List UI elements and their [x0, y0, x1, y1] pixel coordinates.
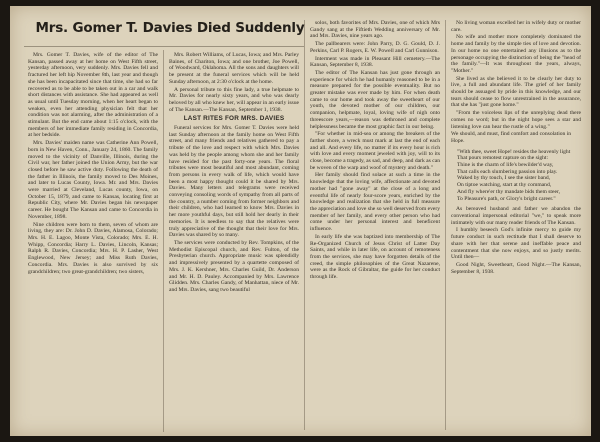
tribute-paragraph: In early life she was baptized into membership of The Re-Organized Church of Jesus Christ of Latter Day Saints, and while in later life, on account of remoteness from the services, she may have forgotten details of the creed, the simple philosophies of the Great Nazarene, were as the Rock of Gibraltar, the guide for her conduct through life. — [310, 233, 440, 281]
verse-line: On tiptoe watching, start at thy command, — [457, 182, 552, 189]
funeral-paragraph: Funeral services for Mrs. Gomer T. Davies were held last Sunday afternoon at the family home on West Fifth street, and many friends and relatives gathered to pay a tribute of the love and respect with which Mrs. Davies was held by the people among whom she and her family have resided for the past forty-one years. The floral tributes were most beautiful and most abundant, coming from persons in every walk of life, which would have been a most happy thought could it be shared by Mrs. Davies. Many letters and telegrams were received conveying consoling words of sympathy from all parts of the country, a number coming from former neighbors and their children, who had learned to know Mrs. Davies in her more youthful days, but still hold her dearly in their memories. It is needless to say that the relatives were truly appreciative of the thought that their love for Mrs. Davies was shared by so many. — [169, 125, 299, 239]
verse-line: To Pleasure's path, or Glory's bright career." — [457, 195, 556, 202]
funeral-paragraph: solos, both favorites of Mrs. Davies, one of which Mrs Gandy sang at the Fiftieth Wedding anniversary of Mr. and Mrs. Davies, nine years ago. — [310, 20, 440, 40]
tribute-paragraph: "For whether in mid-sea or among the breakers of the farther shore, a wreck must mark at last the end of each and all. And every life, no matter if its every hour is rich with love and every moment jeweled with joy, will to its close, become a tragedy, as sad, and deep, and dark as can be woven of the warp and woof of mystery and death." — [310, 131, 440, 171]
verse-line: Waked by thy touch, I see the sister band, — [457, 175, 551, 182]
obituary-paragraph: A personal tribute to this fine lady, a true helpmate to Mr. Davies for nearly sixty years, and who was dearly beloved by all who knew her, will appear in an early issue of The Kansan.—The Kansan, September 1, 1938. — [169, 86, 299, 113]
tribute-paragraph: No wife and mother more completely dominated the home and family by the simple ties of love and devotion. In our home no one entertained any illusions as to the personage occupying the distinction of being the "head of the family."—It was throughout the years, always, "Mother." — [451, 34, 581, 74]
signoff: Good Night, Sweetheart, Good Night.—The Kansan, September 8, 1938. — [451, 261, 581, 275]
subheading-last-rites: LAST RITES FOR MRS. DAVIES — [183, 115, 285, 123]
verse-line: That pours remotest rapture on the sight: — [457, 155, 549, 162]
headline-divider — [24, 46, 304, 47]
column-divider — [163, 50, 164, 432]
tribute-paragraph: Her family should find solace at such a time in the knowledge that the loving wife, affectionate and devoted mother had "gone away" at the close of a long and eventful life of nearly four-score years, enriched by the knowledge and realization that she held in full measure the appreciation and love she so well deserved from every member of her family, and every other person who had come under her personal interest and beneficent influence. — [310, 172, 440, 233]
column-divider — [445, 20, 446, 430]
obituary-paragraph: Mrs. Davies' maiden name was Catherine Ann Powell, born in New Haven, Conn., January 24, 1860. The family moved to the vicinity of Danville, Illinois, during the Civil war, her father joined the Union Army, but the war closed before he saw active duty. Following the death of the father in Illinois, the family moved to Des Moines, and later to Lucas County, Iowa. Mr. and Mrs. Davies were married at Cleveland, Lucas county, Iowa, on October 15, 1879, and came to Kansas, locating first at Republic City, where Mr. Davies began his newspaper career. He bought The Kansan and came to Concordia in November, 1898. — [28, 140, 158, 220]
obituary-paragraph: Nine children were born to them, seven of whom are living, they are: Dr. John D. Davies, Alamosa, Colorado; Mrs. H. E. Lagoo, Monte Vista, Colorado; Mrs. E. H. Whipp, Concordia; Harry L. Davies, Lincoln, Kansas; Ralph R. Davies, Concordia; Mrs. H. P. Lasher, West Englewood, New Jersey; and Miss Ruth Davies, Concordia. Mrs. Davies is also survived by six grandchildren; two great-grandchildren; two sisters, — [28, 221, 158, 275]
column-2 — [169, 52, 299, 434]
column-1 — [28, 52, 158, 434]
pallbearers-paragraph: The pallbearers were: John Parry, D. G. Gould, D. J. Perkins, Carl P. Rogers, E. W. Powell and Carl Gunnison. — [310, 41, 440, 54]
tribute-paragraph: The editor of The Kansan has just gone through an experience for which he had humanly reasoned to be in a measure prepared for the possible eventuality. But no greater mistake was ever made by him. For when death came to our home and took away the sweetheart of our youth, the devoted mother of our children, our companion, helpmate, loyal, loving wife of nigh onto threescore years,—reason was dethroned and complete helplessness became the most graphic fact in our being. — [310, 69, 440, 130]
verse-line: "With thee, sweet Hope! resides the heavenly light — [457, 148, 571, 155]
verse-line: We should, and must, find comfort and consolation in Hope. — [451, 131, 572, 144]
tribute-paragraph: She lived as she believed it to be clearly her duty to live, a full and abundant life. The grief of her family should be assuaged by pride in this knowledge, and our tears should cease to flow unrestrained in the assurance, that she has "just gone home." — [451, 75, 581, 109]
column-4 — [451, 20, 581, 434]
verse-line: That calls each slumbering passion into play. — [457, 168, 558, 175]
tribute-paragraph: No living woman excelled her in wifely duty or mother care. — [451, 20, 581, 33]
funeral-paragraph: The services were conducted by Rev. Tompkins, of the Methodist Episcopal church, and Rev. Fulton, of the Presbyterian church. Appropriate music was splendidly and impressively presented by a quartette composed of Mrs. J. K. Kershner, Mrs. Charles Guild, Dr. Anderson and Mr. H. D. Pauley. Accompanied by Mrs. Lawrence Glidden. Mrs. Charles Gandy, of Manhattan, niece of Mr. and Mrs. Davies, sang two beautiful — [169, 239, 299, 293]
hope-verse — [451, 131, 581, 206]
interment-paragraph: Interment was made in Pleasant Hill cemetery.—The Kansan, September 8, 1938. — [310, 55, 440, 69]
headline: Mrs. Gomer T. Davies Died Suddenly — [35, 20, 305, 36]
column-divider — [304, 20, 305, 430]
tribute-paragraph: As bereaved husband and father we abandon the conventional impersonal editorial "we," to speak more intimately with our many reader friends of The Kansan. — [451, 206, 581, 226]
tribute-paragraph: I humbly beseech God's infinite mercy to guide my future conduct in such rectitude that I shall deserve to share with her that serene and ineffable peace and contentment that she now enjoys, and so justly merits. Until then— — [451, 227, 581, 261]
obituary-paragraph: Mrs. Robert Williams, of Lucas, Iowa; and Mrs. Parley Baines, of Chariton, Iowa; and one brother, Joe Powell, of Woodward, Oklahoma. All the sons and daughters will be present at the funeral services which will be held Sunday afternoon, at 2:30 o'clock at the home. — [169, 52, 299, 85]
obituary-paragraph: Mrs. Gomer T. Davies, wife of the editor of The Kansan, passed away at her home on West Fifth street, yesterday afternoon, very suddenly. Mrs. Davies fell and fractured her left hip November 8th, last year and though she has been incapacitated since that time, she had so far recovered as to be able to be taken out in a car and walk short distances with assistance. She had appeared as well as usual until Tuesday morning, when her heart began to weaken, even her attending physician felt that her condition was not alarming, after the administration of a stimulant. But the end came about 1:15 o'clock, with the members of her immediate family residing in Concordia, at her bedside. — [28, 52, 158, 139]
verse-line: And fly where'er thy mandate bids them steer, — [457, 188, 560, 195]
newspaper-clipping — [10, 6, 591, 436]
verse-line: Thine is the charm of life's bewilder'd way, — [457, 162, 554, 169]
tribute-paragraph: "From the voiceless lips of the unreplying dead there comes no word; but in the night hope sees a star and listening love can hear the rustle of a wing." — [451, 110, 581, 130]
column-3 — [310, 20, 440, 434]
